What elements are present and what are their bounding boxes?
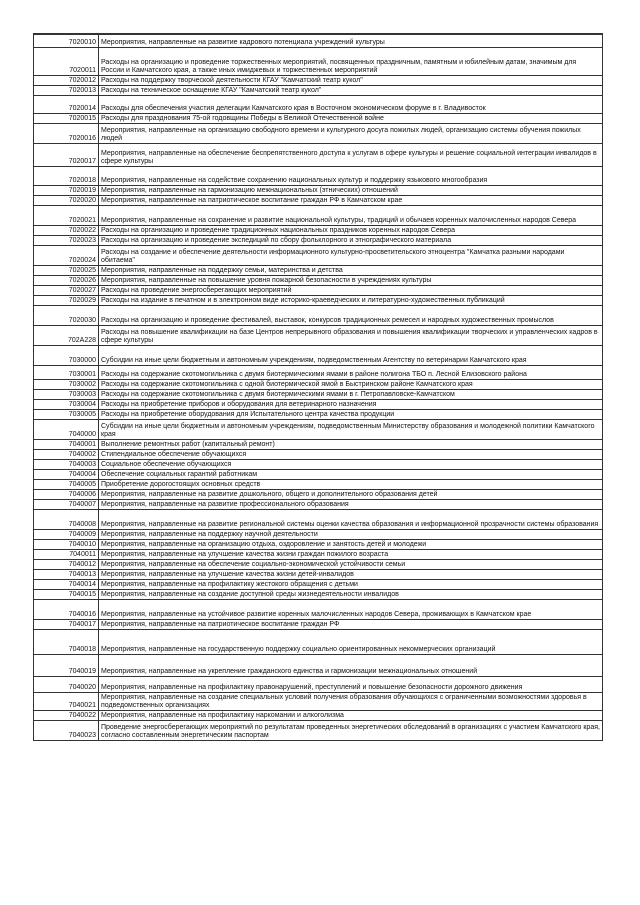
row-description: Субсидии на иные цели бюджетным и автономным учреждениям, подведомственным Агентству по ветеринарии Камчатского края	[99, 346, 603, 366]
row-description: Расходы на приобретение приборов и оборудования для ветеринарного назначения	[99, 400, 603, 410]
row-description: Расходы на поддержку творческой деятельности КГАУ "Камчатский театр кукол"	[99, 76, 603, 86]
row-code: 7040000	[34, 420, 99, 440]
row-code: 7040003	[34, 460, 99, 470]
row-code: 7040005	[34, 480, 99, 490]
row-description: Стипендиальное обеспечение обучающихся	[99, 450, 603, 460]
table-row	[34, 711, 603, 721]
row-description: Расходы на содержание скотомогильника с одной биотермической ямой в Быстринском районе Камчатского края	[99, 380, 603, 390]
row-code: 7040012	[34, 560, 99, 570]
row-code: 702A228	[34, 326, 99, 346]
table-row	[34, 48, 603, 76]
row-description: Мероприятия, направленные на создание специальных условий получения образования обучающихся с ограниченными возможностями здоровья в подведомственных организациях	[99, 693, 603, 711]
table-row	[34, 346, 603, 366]
row-code: 7020020	[34, 196, 99, 206]
row-description: Мероприятия, направленные на патриотическое воспитание граждан РФ	[99, 620, 603, 630]
row-description: Мероприятия, направленные на поддержку научной деятельности	[99, 530, 603, 540]
row-description: Мероприятия, направленные на профилактику наркомании и алкоголизма	[99, 711, 603, 721]
row-code: 7020024	[34, 246, 99, 266]
row-code: 7020026	[34, 276, 99, 286]
row-description: Расходы на повышение квалификации на базе Центров непрерывного образования и повышения квалификации творческих и управленческих кадров в сфере культуры	[99, 326, 603, 346]
table	[33, 34, 603, 741]
row-description: Расходы на организацию и проведение фестивалей, выставок, конкурсов традиционных ремесел и народных художественных промыслов	[99, 306, 603, 326]
row-code: 7040017	[34, 620, 99, 630]
row-code: 7040015	[34, 590, 99, 600]
row-description: Мероприятия, направленные на развитие дошкольного, общего и дополнительного образования детей	[99, 490, 603, 500]
row-code: 7020027	[34, 286, 99, 296]
row-description: Субсидии на иные цели бюджетным и автономным учреждениям, подведомственным Министерству образования и молодежной политики Камчатского края	[99, 420, 603, 440]
table-row	[34, 600, 603, 620]
row-code: 7040016	[34, 600, 99, 620]
table-row	[34, 390, 603, 400]
row-description: Расходы на организацию и проведение торжественных мероприятий, посвященных праздничным, памятным и юбилейным датам, значимым для России и Камчатского края, а также иных имиджевых и торжественных мероприятий	[99, 48, 603, 76]
row-description: Мероприятия, направленные на обеспечение социально-экономической устойчивости семьи	[99, 560, 603, 570]
row-code: 7030005	[34, 410, 99, 420]
table-row	[34, 510, 603, 530]
table-row	[34, 96, 603, 114]
row-description: Мероприятия, направленные на профилактику жестокого обращения с детьми	[99, 580, 603, 590]
row-description: Мероприятия, направленные на повышение уровня пожарной безопасности в учреждениях культуры	[99, 276, 603, 286]
row-description: Обеспечение социальных гарантий работникам	[99, 470, 603, 480]
row-description: Мероприятия, направленные на сохранение и развитие национальной культуры, традиций и обычаев коренных малочисленных народов Севера	[99, 206, 603, 226]
table-row	[34, 86, 603, 96]
table-row	[34, 530, 603, 540]
row-code: 7030002	[34, 380, 99, 390]
row-description: Мероприятия, направленные на государственную поддержку социально ориентированных некоммерческих организаций	[99, 630, 603, 655]
row-code: 7040014	[34, 580, 99, 590]
table-row	[34, 560, 603, 570]
row-description: Проведение энергосберегающих мероприятий по результатам проведенных энергетических обследований в организациях с участием Камчатского края, согласно составленным энергетическим паспортам	[99, 721, 603, 741]
row-description: Расходы на содержание скотомогильника с двумя биотермическими ямами в г. Петропавловске-Камчатском	[99, 390, 603, 400]
row-code: 7020013	[34, 86, 99, 96]
row-code: 7020011	[34, 48, 99, 76]
row-code: 7040021	[34, 693, 99, 711]
row-code: 7040008	[34, 510, 99, 530]
row-code: 7040018	[34, 630, 99, 655]
row-code: 7040019	[34, 655, 99, 677]
row-description: Мероприятия, направленные на улучшение качества жизни детей-инвалидов	[99, 570, 603, 580]
table-row	[34, 380, 603, 390]
table-row	[34, 440, 603, 450]
row-code: 7040013	[34, 570, 99, 580]
table-row	[34, 550, 603, 560]
table-row	[34, 630, 603, 655]
row-description: Мероприятия, направленные на поддержку семьи, материнства и детства	[99, 266, 603, 276]
row-description: Мероприятия, направленные на обеспечение беспрепятственного доступа к услугам в сфере культуры и решение социальной интеграции инвалидов в сфере культуры	[99, 144, 603, 167]
table-row	[34, 500, 603, 510]
row-description: Расходы на содержание скотомогильника с двумя биотермическими ямами в районе полигона ТБО п. Лесной Елизовского района	[99, 366, 603, 380]
row-description: Расходы на организацию и проведение экспедиций по сбору фольклорного и этнографического материала	[99, 236, 603, 246]
row-description: Выполнение ремонтных работ (капитальный ремонт)	[99, 440, 603, 450]
row-description: Мероприятия, направленные на организацию отдыха, оздоровление и занятость детей и молодежи	[99, 540, 603, 550]
table-row	[34, 470, 603, 480]
table-row	[34, 620, 603, 630]
table-row	[34, 590, 603, 600]
row-code: 7020016	[34, 124, 99, 144]
table-row	[34, 276, 603, 286]
row-code: 7020012	[34, 76, 99, 86]
table-row	[34, 206, 603, 226]
row-description: Социальное обеспечение обучающихся	[99, 460, 603, 470]
row-code: 7040023	[34, 721, 99, 741]
row-description: Мероприятия, направленные на патриотическое воспитание граждан РФ в Камчатском крае	[99, 196, 603, 206]
row-description: Мероприятия, направленные на улучшение качества жизни граждан пожилого возраста	[99, 550, 603, 560]
row-code: 7020029	[34, 296, 99, 306]
table-row	[34, 236, 603, 246]
row-code: 7020018	[34, 167, 99, 186]
table-row	[34, 490, 603, 500]
row-code: 7040007	[34, 500, 99, 510]
budget-codes-table	[33, 33, 603, 741]
row-description: Мероприятия, направленные на содействие сохранению национальных культур и поддержку языкового многообразия	[99, 167, 603, 186]
row-description: Мероприятия, направленные на организацию свободного времени и культурного досуга пожилых людей, организацию системы обучения пожилых людей	[99, 124, 603, 144]
table-row	[34, 326, 603, 346]
table-row	[34, 721, 603, 741]
table-row	[34, 266, 603, 276]
table-row	[34, 540, 603, 550]
table-row	[34, 410, 603, 420]
row-code: 7040022	[34, 711, 99, 721]
row-description: Мероприятия, направленные на гармонизацию межнациональных (этнических) отношений	[99, 186, 603, 196]
row-description: Мероприятия, направленные на профилактику правонарушений, преступлений и повышение безопасности дорожного движения	[99, 677, 603, 693]
table-row	[34, 246, 603, 266]
table-row	[34, 226, 603, 236]
row-description: Расходы для обеспечения участия делегации Камчатского края в Восточном экономическом форуме в г. Владивосток	[99, 96, 603, 114]
row-code: 7040002	[34, 450, 99, 460]
row-code: 7030003	[34, 390, 99, 400]
row-code: 7040006	[34, 490, 99, 500]
table-row	[34, 366, 603, 380]
row-code: 7020022	[34, 226, 99, 236]
row-description: Мероприятия, направленные на укрепление гражданского единства и гармонизации межнациональных отношений	[99, 655, 603, 677]
row-code: 7030000	[34, 346, 99, 366]
row-description: Расходы на проведение энергосберегающих мероприятий	[99, 286, 603, 296]
row-description: Расходы на издание в печатном и в электронном виде историко-краеведческих и литературно-художественных публикаций	[99, 296, 603, 306]
row-description: Мероприятия, направленные на устойчивое развитие коренных малочисленных народов Севера, проживающих в Камчатском крае	[99, 600, 603, 620]
row-code: 7020017	[34, 144, 99, 167]
table-row	[34, 306, 603, 326]
table-row	[34, 196, 603, 206]
row-code: 7040004	[34, 470, 99, 480]
row-code: 7020023	[34, 236, 99, 246]
table-row	[34, 400, 603, 410]
table-row	[34, 114, 603, 124]
row-description: Мероприятия, направленные на создание доступной среды жизнедеятельности инвалидов	[99, 590, 603, 600]
table-row	[34, 186, 603, 196]
table-row	[34, 655, 603, 677]
table-row	[34, 296, 603, 306]
table-row	[34, 580, 603, 590]
table-row	[34, 144, 603, 167]
row-description: Мероприятия, направленные на развитие региональной системы оценки качества образования и информационной прозрачности системы образования	[99, 510, 603, 530]
row-description: Мероприятия, направленные на развитие профессионального образования	[99, 500, 603, 510]
row-description: Расходы на техническое оснащение КГАУ "Камчатский театр кукол"	[99, 86, 603, 96]
row-code: 7020014	[34, 96, 99, 114]
row-code: 7040010	[34, 540, 99, 550]
row-description: Расходы на приобретение оборудования для Испытательного центра качества продукции	[99, 410, 603, 420]
table-row	[34, 677, 603, 693]
table-row	[34, 35, 603, 48]
table-row	[34, 286, 603, 296]
table-row	[34, 450, 603, 460]
table-row	[34, 124, 603, 144]
table-row	[34, 76, 603, 86]
row-description: Приобретение дорогостоящих основных средств	[99, 480, 603, 490]
row-code: 7020010	[34, 35, 99, 48]
row-code: 7040009	[34, 530, 99, 540]
row-code: 7030004	[34, 400, 99, 410]
table-row	[34, 420, 603, 440]
row-code: 7020025	[34, 266, 99, 276]
row-code: 7020030	[34, 306, 99, 326]
row-code: 7020015	[34, 114, 99, 124]
table-row	[34, 570, 603, 580]
row-description: Расходы для празднования 75-ой годовщины Победы в Великой Отечественной войне	[99, 114, 603, 124]
table-row	[34, 480, 603, 490]
row-code: 7020019	[34, 186, 99, 196]
row-code: 7040020	[34, 677, 99, 693]
table-row	[34, 693, 603, 711]
row-description: Мероприятия, направленные на развитие кадрового потенциала учреждений культуры	[99, 35, 603, 48]
table-row	[34, 460, 603, 470]
row-description: Расходы на организацию и проведение традиционных национальных праздников коренных народов Севера	[99, 226, 603, 236]
table-row	[34, 167, 603, 186]
row-code: 7030001	[34, 366, 99, 380]
row-code: 7040001	[34, 440, 99, 450]
row-code: 7020021	[34, 206, 99, 226]
row-description: Расходы на создание и обеспечение деятельности информационного культурно-просветительского этноцентра "Камчатка разными народами обитаема"	[99, 246, 603, 266]
row-code: 7040011	[34, 550, 99, 560]
